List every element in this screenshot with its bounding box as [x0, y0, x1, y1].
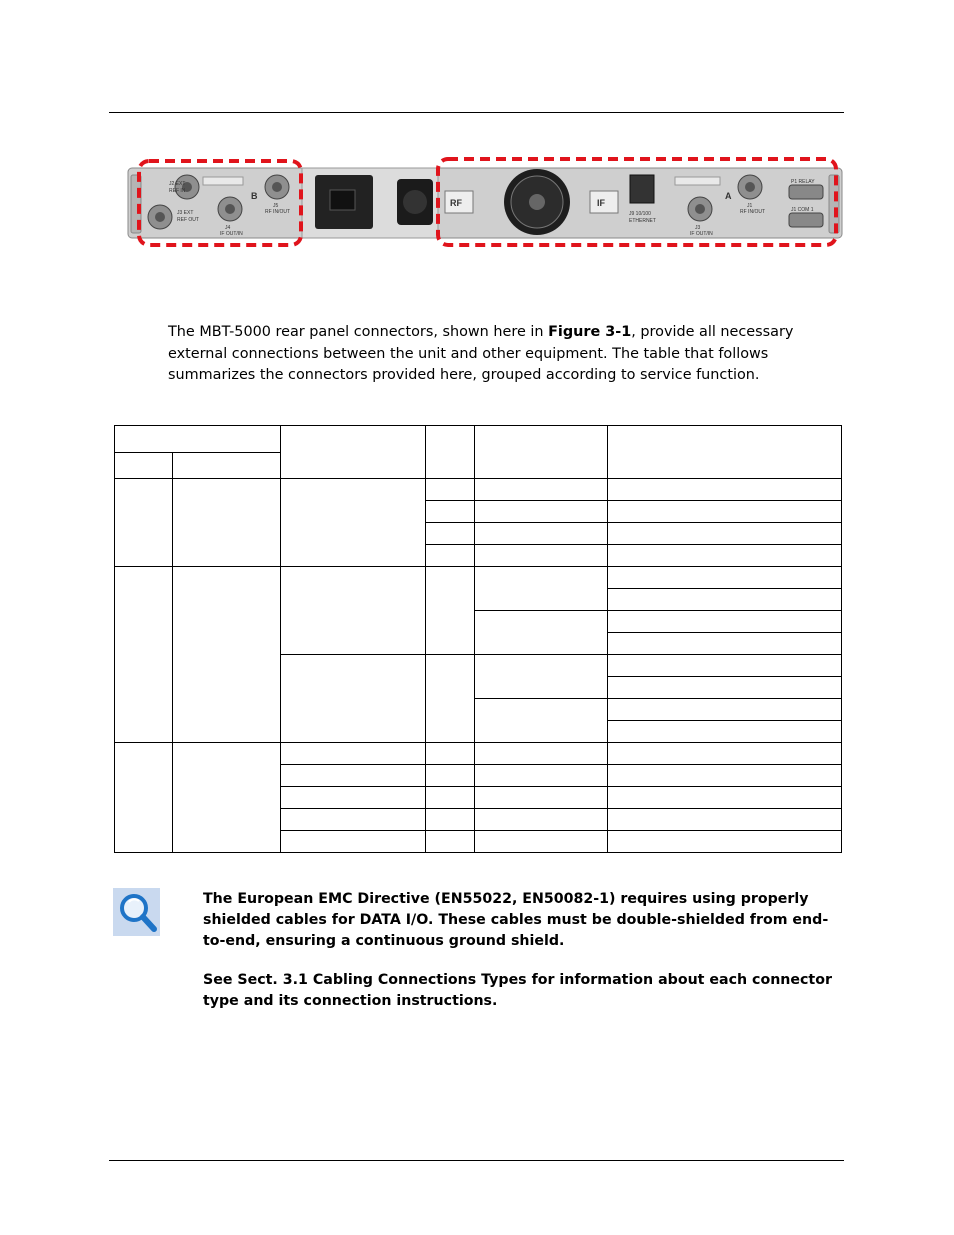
intro-text-2: , provide all necessary external connections between the unit and other equipment. The table that follows summarizes the connectors provided here, grouped according to service function.: [168, 324, 794, 383]
intro-text-1: The MBT-5000 rear panel connectors, shown here in: [168, 324, 549, 340]
j5-sublabel: RF IN/OUT: [265, 209, 290, 215]
j9-label: J9 10/100: [629, 211, 651, 217]
j5-label: J5: [273, 203, 279, 209]
figure-reference: Figure 3-1: [548, 324, 632, 340]
j3a-sublabel: IF OUT/IN: [690, 231, 713, 237]
j1-sublabel: RF IN/OUT: [740, 209, 765, 215]
if-label: IF: [597, 198, 605, 208]
rear-panel-figure: [125, 155, 845, 250]
intro-paragraph: [168, 322, 848, 387]
footer-rule: [109, 1160, 844, 1161]
j2-label: J2 EXT: [169, 181, 186, 187]
side-a-label: A: [725, 191, 732, 201]
connector-table: [114, 425, 842, 853]
j2-sublabel: REF IN: [169, 188, 186, 194]
emc-note: [203, 889, 833, 1012]
note-paragraph-2: See Sect. 3.1 Cabling Connections Types for information about each connector type and its connection instructions.: [203, 972, 832, 1009]
j4-sublabel: IF OUT/IN: [220, 231, 243, 237]
header-rule: [109, 112, 844, 113]
j1-label: J1: [747, 203, 753, 209]
j4-label: J4: [225, 225, 231, 231]
j3a-label: J3: [695, 225, 701, 231]
magnifier-icon: [113, 888, 160, 936]
side-b-label: B: [251, 191, 258, 201]
rf-label: RF: [450, 198, 462, 208]
j3-sublabel: REF OUT: [177, 217, 199, 223]
relay-label: P1 RELAY: [791, 179, 815, 185]
j9-sublabel: ETHERNET: [629, 218, 656, 224]
note-paragraph-1: The European EMC Directive (EN55022, EN50082-1) requires using properly shielded cables for DATA I/O. These cables must be double-shielded from end-to-end, ensuring a continuous ground shield.: [203, 891, 829, 949]
com-label: J1 COM 1: [791, 207, 814, 213]
j3-label: J3 EXT: [177, 210, 194, 216]
